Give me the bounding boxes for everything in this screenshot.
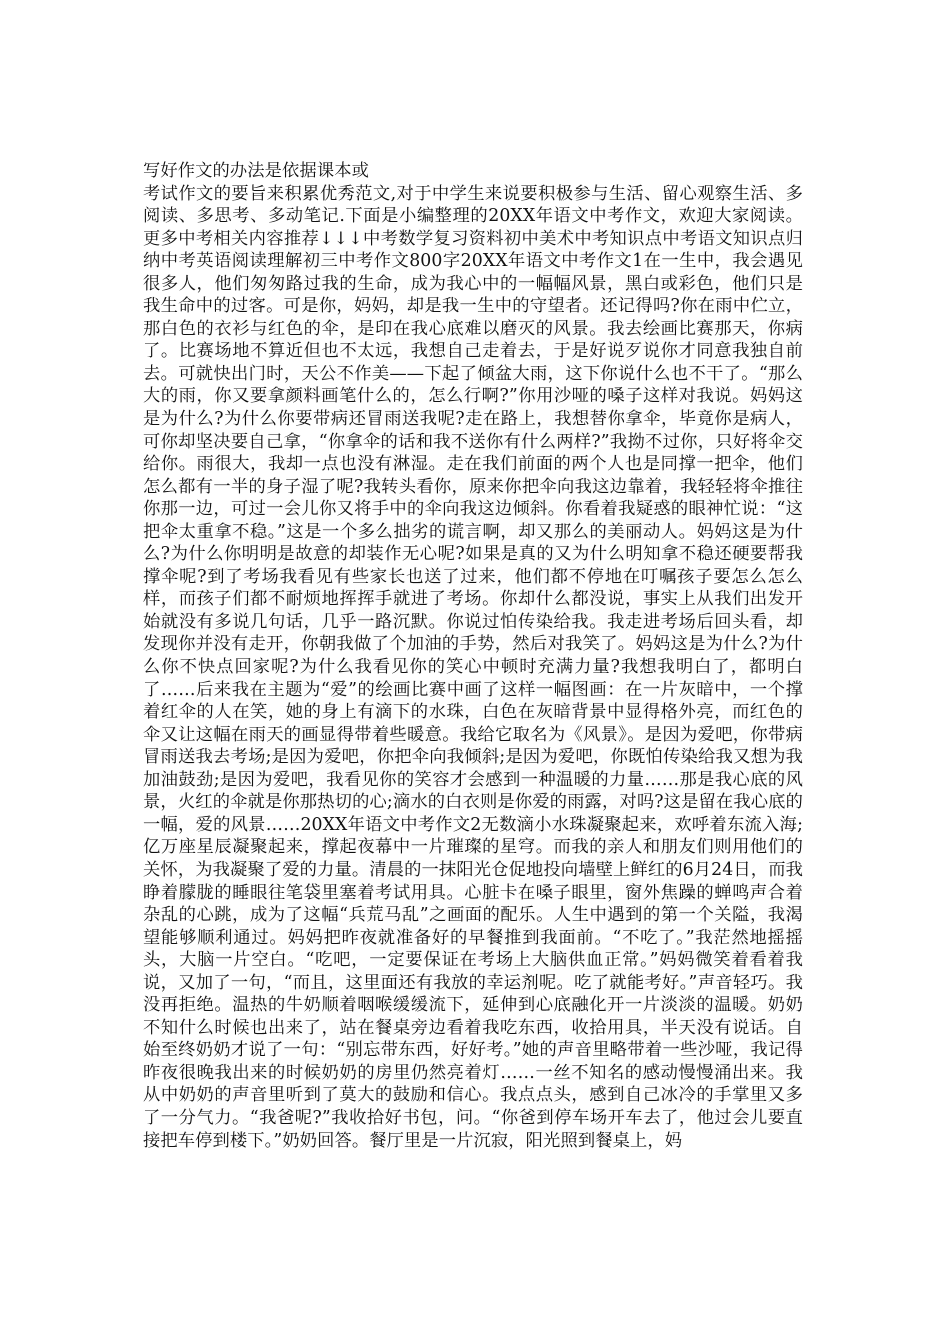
essay-body: 考试作文的要旨来积累优秀范文,对于中学生来说要积极参与生活、留心观察生活、多阅读、多思考、多动笔记.下面是小编整理的20XX年语文中考作文，欢迎大家阅读。更多中考相关内容推荐↓↓↓中考数学复习资料初中美术中考知识点中考语文知识点归纳中考英语阅读理解初三中考作文800字20XX年语文中考作文1在一生中，我会遇见很多人，他们匆匆路过我的生命，成为我心中的一幅幅风景，黑白或彩色，他们只是我生命中的过客。可是你，妈妈，却是我一生中的守望者。还记得吗?你在雨中伫立，那白色的衣衫与红色的伞，是印在我心底难以磨灭的风景。我去绘画比赛那天，你病了。比赛场地不算近但也不太远，我想自己走着去，于是好说歹说你才同意我独自前去。可就快出门时，天公不作美——下起了倾盆大雨，这下你说什么也不干了。“那么大的雨，你又要拿颜料画笔什么的，怎么行啊?”你用沙哑的嗓子这样对我说。妈妈这是为什么?为什么你要带病还冒雨送我呢?走在路上，我想替你拿伞，毕竟你是病人，可你却坚决要自己拿，“你拿伞的话和我不送你有什么两样?”我拗不过你，只好将伞交给你。雨很大，我却一点也没有淋湿。走在我们前面的两个人也是同撑一把伞，他们怎么都有一半的身子湿了呢?我转头看你，原来你把伞向我这边靠着，我轻轻将伞推往你那一边，可过一会儿你又将手中的伞向我这边倾斜。你看着我疑惑的眼神忙说：“这把伞太重拿不稳。”这是一个多么拙劣的谎言啊，却又那么的美丽动人。妈妈这是为什么?为什么你明明是故意的却装作无心呢?如果是真的又为什么明知拿不稳还硬要帮我撑伞呢?到了考场我看见有些家长也送了过来，他们都不停地在叮嘱孩子要怎么怎么样，而孩子们都不耐烦地挥挥手就进了考场。你却什么都没说，事实上从我们出发开始就没有多说几句话，几乎一路沉默。你说过怕传染给我。我走进考场后回头看，却发现你并没有走开，你朝我做了个加油的手势，然后对我笑了。妈妈这是为什么?为什么你不快点回家呢?为什么我看见你的笑心中顿时充满力量?我想我明白了，都明白了……后来我在主题为“爱”的绘画比赛中画了这样一幅图画：在一片灰暗中，一个撑着红伞的人在笑，她的身上有滴下的水珠，白色在灰暗背景中显得格外亮，而红色的伞又让这幅在雨天的画显得带着些暖意。我给它取名为《风景》。是因为爱吧，你带病冒雨送我去考场;是因为爱吧，你把伞向我倾斜;是因为爱吧，你既怕传染给我又想为我加油鼓劲;是因为爱吧，我看见你的笑容才会感到一种温暖的力量……那是我心底的风景，火红的伞就是你那热切的心;滴水的白衣则是你爱的雨露，对吗?这是留在我心底的一幅，爱的风景……20XX年语文中考作文2无数滴小水珠凝聚起来，欢呼着东流入海;亿万座星辰凝聚起来，撑起夜幕中一片璀璨的星穹。而我的亲人和朋友们则用他们的关怀，为我凝聚了爱的力量。清晨的一抹阳光仓促地投向墙壁上鲜红的6月24日，而我睁着朦胧的睡眼往笔袋里塞着考试用具。心脏卡在嗓子眼里，窗外焦躁的蝉鸣声合着杂乱的心跳，成为了这幅“兵荒马乱”之画面的配乐。人生中遇到的第一个关隘，我渴望能够顺利通过。妈妈把昨夜就准备好的早餐推到我面前。“不吃了。”我茫然地摇摇头，大脑一片空白。“吃吧，一定要保证在考场上大脑供血正常。”妈妈微笑着看着我说，又加了一句，“而且，这里面还有我放的幸运剂呢。吃了就能考好。”声音轻巧。我没再拒绝。温热的牛奶顺着咽喉缓缓流下，延伸到心底融化开一片淡淡的温暖。奶奶不知什么时候也出来了，站在餐桌旁边看着我吃东西，收拾用具，半天没有说话。自始至终奶奶才说了一句：“别忘带东西，好好考。”她的声音里略带着一些沙哑，我记得昨夜很晚我出来的时候奶奶的房里仍然亮着灯……一丝不知名的感动慢慢涌出来。我从中奶奶的声音里听到了莫大的鼓励和信心。我点点头，感到自己冰冷的手掌里又多了一分气力。“我爸呢?”我收拾好书包，问。“你爸到停车场开车去了，他过会儿要直接把车停到楼下。”奶奶回答。餐厅里是一片沉寂，阳光照到餐桌上，妈 [143, 183, 803, 1151]
essay-first-line: 写好作文的办法是依据课本或 [143, 161, 369, 181]
essay-text [143, 160, 803, 1152]
